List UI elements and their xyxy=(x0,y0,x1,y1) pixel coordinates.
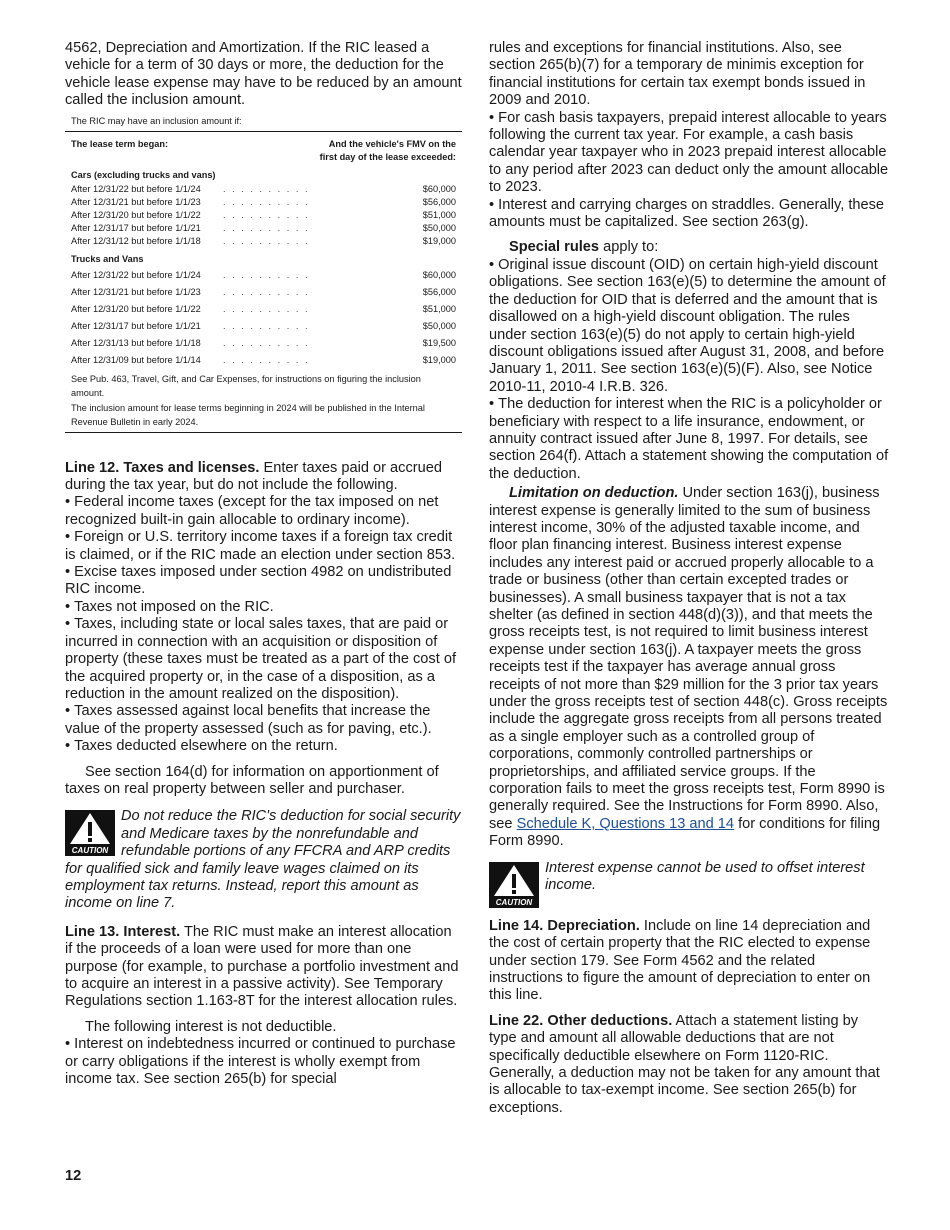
lease-term-cell: After 12/31/09 but before 1/1/14 xyxy=(71,354,201,365)
lease-term-cell: After 12/31/13 but before 1/1/18 xyxy=(71,337,201,348)
table-row xyxy=(65,301,462,318)
fmv-value-cell: $51,000 xyxy=(422,209,456,220)
inclusion-amount-table xyxy=(65,115,462,433)
fmv-value-cell: $56,000 xyxy=(422,286,456,297)
list-item: • Foreign or U.S. territory income taxes if a foreign tax credit is claimed, or if the RIC made an election under section 853. xyxy=(65,529,462,564)
fmv-value-cell: $50,000 xyxy=(422,320,456,331)
list-item: • Taxes, including state or local sales taxes, that are paid or incurred in connection with an acquisition or disposition of property (these taxes must be treated as a part of the cost of the acquired property or, in the case of a disposition, as a reduction in the amount realized on the disposition). xyxy=(65,616,462,703)
leader-dots: . . . . . . . . . . xyxy=(223,320,310,331)
table-row xyxy=(65,209,462,222)
schedule-k-link[interactable]: Schedule K, Questions 13 and 14 xyxy=(516,815,735,832)
lease-term-cell: After 12/31/17 but before 1/1/21 xyxy=(71,320,201,331)
line12-text: Enter taxes paid or accrued during the tax year, but do not include the following. xyxy=(65,459,442,494)
right-column xyxy=(489,40,889,1117)
line12-see-paragraph: See section 164(d) for information on apportionment of taxes on real property between seller and purchaser. xyxy=(65,763,439,797)
lease-term-cell: After 12/31/21 but before 1/1/23 xyxy=(71,286,201,297)
page-number: 12 xyxy=(65,1168,82,1184)
leader-dots: . . . . . . . . . . xyxy=(223,196,310,207)
leader-dots: . . . . . . . . . . xyxy=(223,269,310,280)
fmv-value-cell: $60,000 xyxy=(422,269,456,280)
limitation-heading: Limitation on deduction. xyxy=(509,485,679,502)
lease-term-cell: After 12/31/20 but before 1/1/22 xyxy=(71,209,201,220)
fmv-value-cell: $60,000 xyxy=(422,183,456,194)
leader-dots: . . . . . . . . . . xyxy=(223,209,310,220)
fmv-value-cell: $51,000 xyxy=(422,303,456,314)
caution-block-1 xyxy=(65,808,462,912)
lease-term-cell: After 12/31/22 but before 1/1/24 xyxy=(71,183,201,194)
leader-dots: . . . . . . . . . . xyxy=(223,303,310,314)
line22-text: Attach a statement listing by type and amount all allowable deductions that are not specifically deductible elsewhere on Form 1120-RIC. Generally, a deduction may not be taken for any amount that is allocable to tax-exempt income. See section 265(b) for exceptions. xyxy=(489,1012,880,1116)
leader-dots: . . . . . . . . . . xyxy=(223,286,310,297)
table-row xyxy=(65,267,462,284)
lease-term-cell: After 12/31/22 but before 1/1/24 xyxy=(71,269,201,280)
table-row xyxy=(65,284,462,301)
table-row xyxy=(65,222,462,235)
list-item: • Taxes not imposed on the RIC. xyxy=(65,599,462,616)
table-header xyxy=(65,132,462,164)
special-rules-paragraph xyxy=(489,239,889,256)
fmv-value-cell: $19,000 xyxy=(422,354,456,365)
leader-dots: . . . . . . . . . . xyxy=(223,354,310,365)
leader-dots: . . . . . . . . . . xyxy=(223,235,310,246)
caution-icon xyxy=(65,810,115,858)
table-caption: The RIC may have an inclusion amount if: xyxy=(65,115,462,132)
leader-dots: . . . . . . . . . . xyxy=(223,222,310,233)
svg-text:CAUTION: CAUTION xyxy=(495,897,533,907)
leader-dots: . . . . . . . . . . xyxy=(223,183,310,194)
line13-bullet-1: • Interest on indebtedness incurred or continued to purchase or carry obligations if the interest is wholly exempt from income tax. See section 265(b) for special xyxy=(65,1036,462,1088)
lease-term-cell: After 12/31/21 but before 1/1/23 xyxy=(71,196,201,207)
table-row xyxy=(65,352,462,369)
continuation-paragraph: 4562, Depreciation and Amortization. If the RIC leased a vehicle for a term of 30 days or more, the deduction for the vehicle lease expense may have to be reduced by an amount called the inclusion amount. xyxy=(65,40,462,109)
lease-term-cell: After 12/31/20 but before 1/1/22 xyxy=(71,303,201,314)
list-item: • Excise taxes imposed under section 4982 on undistributed RIC income. xyxy=(65,564,462,599)
lease-term-cell: After 12/31/17 but before 1/1/21 xyxy=(71,222,201,233)
line14-paragraph xyxy=(489,918,889,1005)
list-item: • Interest and carrying charges on straddles. Generally, these amounts must be capitalized. See section 263(g). xyxy=(489,197,889,232)
list-item: • For cash basis taxpayers, prepaid interest allocable to years following the current tax year. For example, a cash basis calendar year taxpayer who in 2023 prepaid interest allocable to any period after 2023 can deduct only the amount allocable to 2023. xyxy=(489,110,889,197)
list-item: • Taxes assessed against local benefits that increase the value of the property assessed (such as for paving, etc.). xyxy=(65,703,462,738)
line13-not-deductible: The following interest is not deductible. xyxy=(85,1018,337,1035)
table-row xyxy=(65,183,462,196)
line13-heading: Line 13. Interest. xyxy=(65,923,181,940)
fmv-value-cell: $19,000 xyxy=(422,235,456,246)
special-rules-text: apply to: xyxy=(599,239,659,256)
table-row xyxy=(65,318,462,335)
caution-block-2 xyxy=(489,860,889,912)
line14-heading: Line 14. Depreciation. xyxy=(489,917,640,934)
interest-continuation: rules and exceptions for financial institutions. Also, see section 265(b)(7) for a temporary de minimis exception for financial institutions for certain tax exempt bonds issued in 2009 and 2010. xyxy=(489,40,866,109)
lease-term-cell: After 12/31/12 but before 1/1/18 xyxy=(71,235,201,246)
table-row xyxy=(65,335,462,352)
header-fmv: And the vehicle's FMV on the first day of the lease exceeded: xyxy=(319,138,456,162)
list-item: • Original issue discount (OID) on certain high-yield discount obligations. See section 163(e)(5) to determine the amount of the deduction for OID that is deferred and the amount that is disallowed on a high-yield discount obligation. The rules under section 163(e)(5) do not apply to certain high-yield discount obligations issued after August 31, 2008, and before January 1, 2011. See section 163(e)(5)(F). Also, see Notice 2010-11, 2010-4 I.R.B. 326. xyxy=(489,257,889,396)
leader-dots: . . . . . . . . . . xyxy=(223,337,310,348)
table-row xyxy=(65,235,462,248)
line14-text: Include on line 14 depreciation and the cost of certain property that the RIC elected to expense under section 179. See Form 4562 and the related instructions to figure the amount of depreciation to enter on this line. xyxy=(489,917,871,1004)
limitation-paragraph xyxy=(489,485,889,851)
fmv-value-cell: $56,000 xyxy=(422,196,456,207)
table-row xyxy=(65,196,462,209)
fmv-value-cell: $50,000 xyxy=(422,222,456,233)
list-item: • The deduction for interest when the RIC is a policyholder or beneficiary with respect to a life insurance, endowment, or annuity contract issued after June 8, 1997. For details, see section 264(f). Attach a statement showing the computation of the deduction. xyxy=(489,396,889,483)
caution-text-1: Do not reduce the RIC's deduction for social security and Medicare taxes by the nonrefundable and refundable portions of any FFCRA and ARP credits for qualified sick and family leave wages claimed on its employment tax returns. Instead, report this amount as income on line 7. xyxy=(65,808,461,912)
caution-text-2: Interest expense cannot be used to offset interest income. xyxy=(545,859,865,894)
limitation-text: Under section 163(j), business interest expense is generally limited to the sum of business interest income, 30% of the adjusted taxable income, and floor plan financing interest. Business interest expense includes any interest paid or accrued properly allocable to a trade or business (other than certain excepted trades or businesses). A small business taxpayer that is not a tax shelter (as defined in section 448(d)(3)), and that meets the gross receipts test, is not required to limit business interest expense under section 163(j). A taxpayer meets the gross receipts test if the taxpayer has average annual gross receipts of not more than $29 million for the 3 prior tax years under the gross receipts test of section 448(c). Gross receipts include the aggregate gross receipts from all persons treated as a single employer such as a controlled group of corporations, commonly controlled partnerships or proprietorships, and affiliated service groups. If the corporation fails to meet the gross receipts test, Form 8990 is generally required. See the Instructions for Form 8990. Also, see xyxy=(489,485,888,832)
list-item: • Taxes deducted elsewhere on the return. xyxy=(65,738,462,755)
svg-text:CAUTION: CAUTION xyxy=(71,846,109,856)
table-note-pub463: See Pub. 463, Travel, Gift, and Car Expenses, for instructions on figuring the inclusion amount. xyxy=(71,373,421,398)
line13-paragraph xyxy=(65,924,462,1011)
line22-paragraph xyxy=(489,1013,889,1117)
section-cars: Cars (excluding trucks and vans) xyxy=(71,169,216,180)
table-note-2024: The inclusion amount for lease terms beginning in 2024 will be published in the Internal Revenue Bulletin in early 2024. xyxy=(71,402,425,427)
limitation-tail: for conditions for filing Form 8990. xyxy=(489,815,881,850)
fmv-value-cell: $19,500 xyxy=(422,337,456,348)
left-column xyxy=(65,40,462,1088)
line12-paragraph xyxy=(65,460,462,495)
line22-heading: Line 22. Other deductions. xyxy=(489,1012,673,1029)
caution-icon xyxy=(489,862,539,910)
line13-text: The RIC must make an interest allocation if the proceeds of a loan were used for more than one purpose (for example, to purchase a portfolio investment and to acquire an interest in a passive activity). See Temporary Regulations section 1.163-8T for the interest allocation rules. xyxy=(65,923,459,1010)
special-rules-label: Special rules xyxy=(509,239,600,256)
header-lease-term: The lease term began: xyxy=(71,138,169,149)
table-bottom-rule xyxy=(65,432,462,433)
line12-heading: Line 12. Taxes and licenses. xyxy=(65,459,260,476)
section-trucks: Trucks and Vans xyxy=(71,253,144,264)
list-item: • Federal income taxes (except for the tax imposed on net recognized built-in gain allocable to ordinary income). xyxy=(65,494,462,529)
